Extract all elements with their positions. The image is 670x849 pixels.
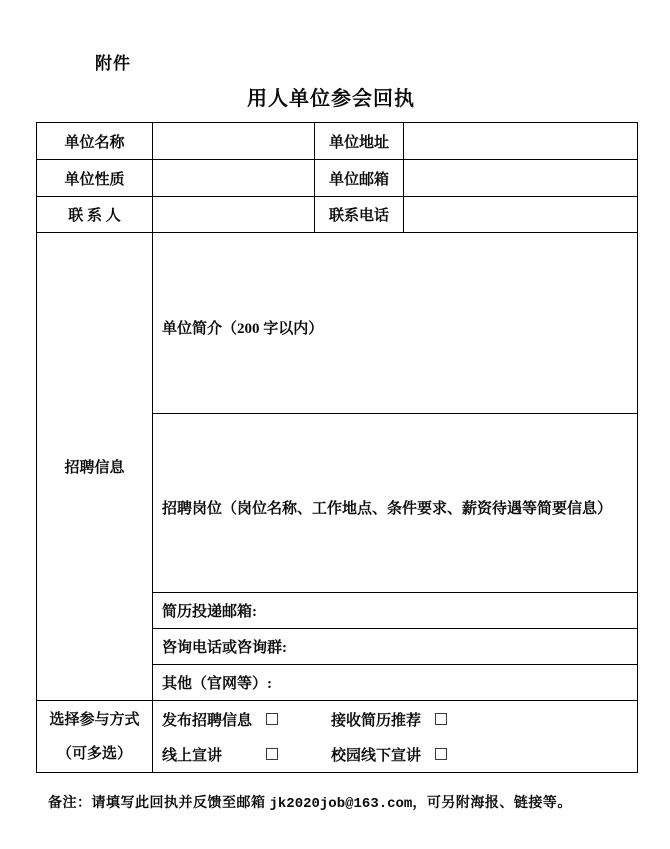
option-online-talk-label: 线上宣讲 [162,747,223,764]
option-online-talk-checkbox[interactable] [266,748,278,760]
unit-intro-cell[interactable] [153,233,638,414]
resume-email-label: 简历投递邮箱: [162,604,257,620]
footer-note-suffix: ，可另附海报、链接等。 [412,796,572,811]
table-row [37,701,638,773]
table-row [37,233,638,414]
job-positions-cell[interactable] [153,414,638,593]
contact-person-label-cell: 联 系 人 [37,197,153,233]
option-receive-resumes-label: 接收简历推荐 [331,712,422,729]
option-publish-jobs-label: 发布招聘信息 [162,712,253,729]
other-website-label: 其他（官网等）: [162,676,272,692]
page-title: 用人单位参会回执 [247,88,415,110]
footer-note-prefix: 备注：请填写此回执并反馈至邮箱 [48,796,270,811]
participation-options-cell [153,701,638,773]
resume-email-cell[interactable] [153,593,638,629]
participation-options-line2 [162,737,637,772]
participation-mode-label-cell [37,701,153,773]
unit-name-value-cell[interactable] [153,123,315,160]
unit-email-value-cell[interactable] [404,160,638,197]
unit-intro-label: 单位简介（200 字以内） [162,321,324,337]
option-publish-jobs-checkbox[interactable] [266,713,278,725]
option-campus-offline-talk-checkbox[interactable] [435,748,447,760]
table-row [37,160,638,197]
contact-phone-label-cell: 联系电话 [315,197,404,233]
contact-person-value-cell[interactable] [153,197,315,233]
option-campus-offline-talk-label: 校园线下宣讲 [331,747,422,764]
footer-note [48,792,572,812]
unit-name-label-cell: 单位名称 [37,123,153,160]
other-website-cell[interactable] [153,665,638,701]
contact-phone-value-cell[interactable] [404,197,638,233]
consult-phone-label: 咨询电话或咨询群: [162,640,287,656]
participation-mode-label-line1: 选择参与方式 [49,711,140,728]
participation-options-line1 [162,702,637,737]
recruitment-info-label-cell: 招聘信息 [37,233,153,701]
participation-mode-label-line2: （可多选） [56,745,132,762]
table-row [37,197,638,233]
unit-nature-value-cell[interactable] [153,160,315,197]
consult-phone-cell[interactable] [153,629,638,665]
unit-nature-label-cell: 单位性质 [37,160,153,197]
unit-address-label-cell: 单位地址 [315,123,404,160]
option-receive-resumes-checkbox[interactable] [435,713,447,725]
table-row [37,123,638,160]
unit-address-value-cell[interactable] [404,123,638,160]
feedback-email: jk2020job@163.com [269,796,413,812]
job-positions-label: 招聘岗位（岗位名称、工作地点、条件要求、薪资待遇等简要信息） [162,501,613,517]
attachment-label: 附件 [95,54,131,73]
receipt-table [36,122,638,773]
unit-email-label-cell: 单位邮箱 [315,160,404,197]
